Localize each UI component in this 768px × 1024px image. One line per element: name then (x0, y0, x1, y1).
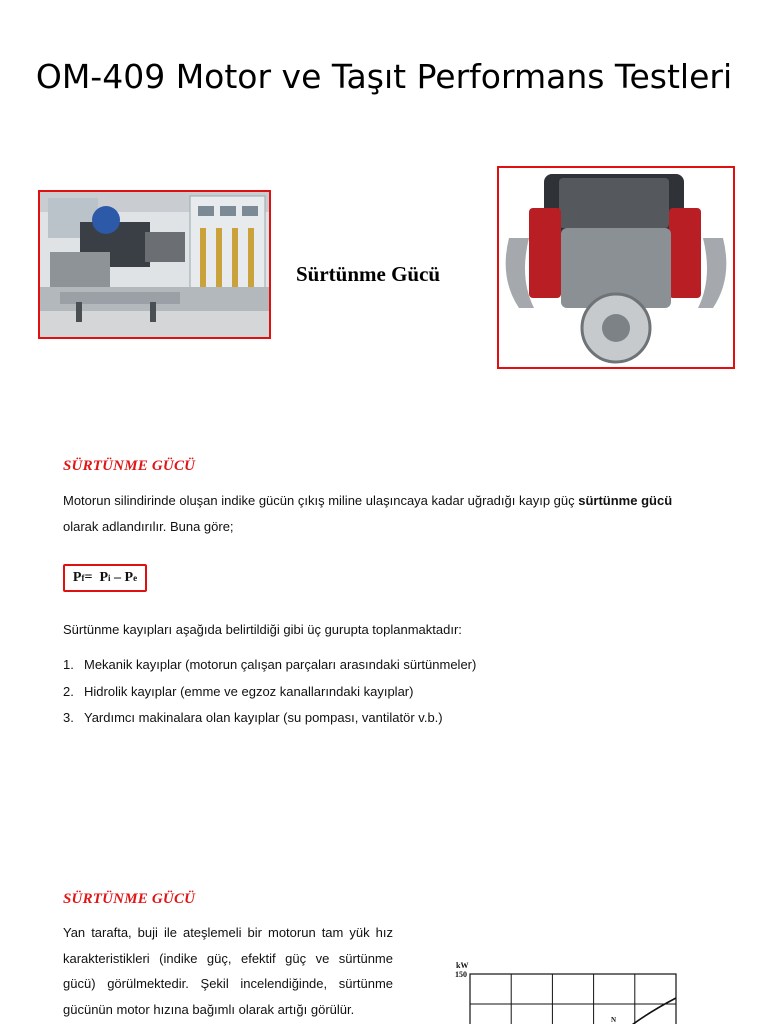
list-item: 1. Mekanik kayıplar (motorun çalışan parçaları arasındaki sürtünmeler) (63, 657, 477, 672)
list-item: 2. Hidrolik kayıplar (emme ve egzoz kanallarındaki kayıplar) (63, 683, 414, 699)
friction-power-formula: P f = P i – P e (63, 564, 147, 592)
loss-list (63, 652, 476, 732)
loss-groups-text: Sürtünme kayıpları aşağıda belirtildiği gibi üç gurupta toplanmaktadır: (63, 622, 462, 637)
intro-text-a: Motorun silindirinde oluşan indike gücün çıkış miline ulaşıncaya kadar uğradığı kayıp güç (63, 493, 579, 508)
section-heading-1: SÜRTÜNME GÜCÜ (63, 458, 196, 474)
intro-text-b: olarak adlandırılır. Buna göre; (63, 519, 234, 534)
intro-paragraph (63, 488, 703, 540)
slide-subtitle: Sürtünme Gücü (296, 262, 441, 286)
power-speed-chart (450, 960, 690, 1024)
section2-paragraph: Yan tarafta, buji ile ateşlemeli bir motorun tam yük hız karakteristikleri (indike güç, efektif güç ve sürtünme gücü) görülmektedir. Şekil incelendiğinde, sürtünme gücünün motor hızına bağımlı olarak artığı görülür. (63, 925, 393, 1017)
page-title: OM-409 Motor ve Taşıt Performans Testleri (35, 57, 733, 96)
chart-ytick: 150 (455, 970, 467, 979)
engine-test-bench-photo (38, 190, 271, 339)
chart-series-label: N (611, 1016, 617, 1024)
section-heading-2: SÜRTÜNME GÜCÜ (63, 891, 196, 907)
intro-bold-term: sürtünme gücü (578, 493, 673, 508)
chart-series-line (620, 998, 676, 1024)
chart-ylabel: kW (456, 961, 469, 970)
list-item: 3. Yardımcı makinalara olan kayıplar (su pompası, vantilatör v.b.) (63, 710, 443, 725)
v8-engine-photo (497, 166, 735, 369)
